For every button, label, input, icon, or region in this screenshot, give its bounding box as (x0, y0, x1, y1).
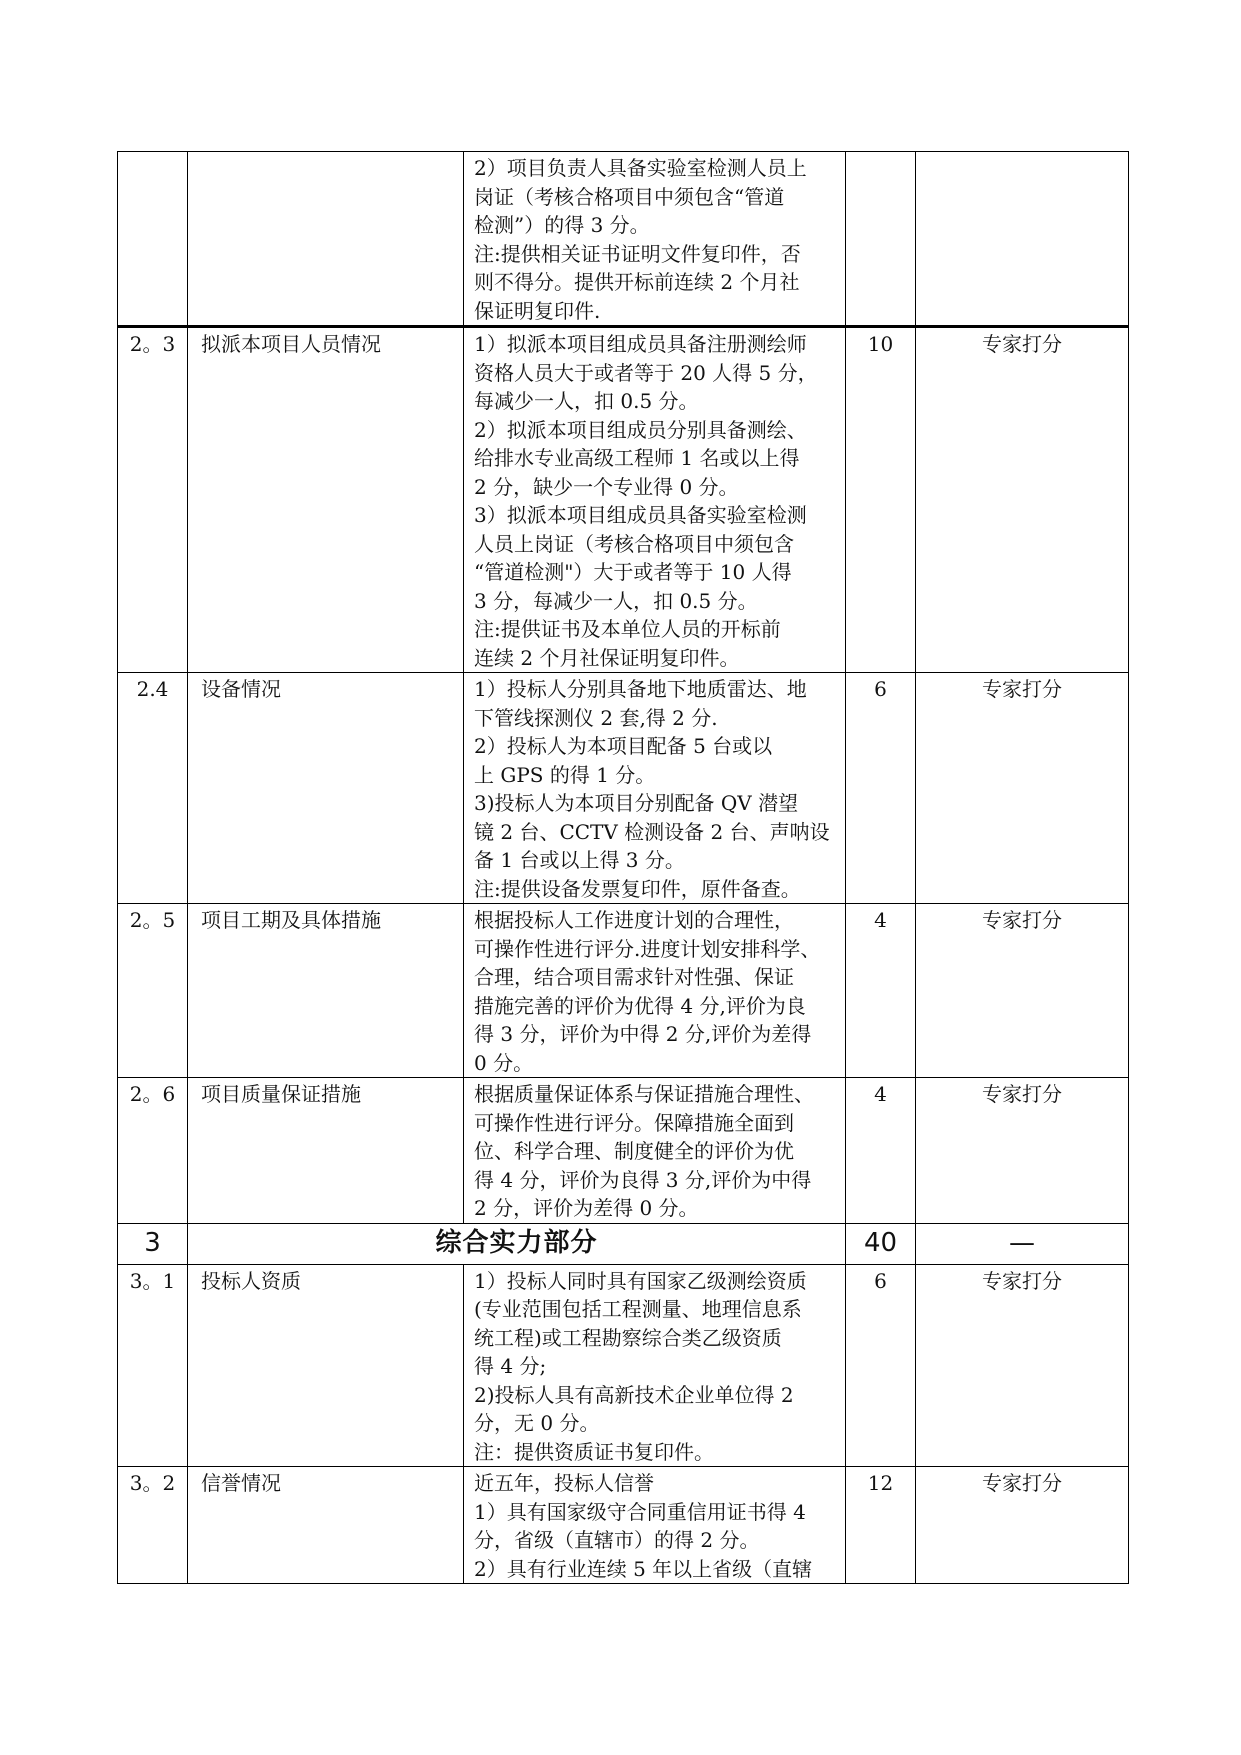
scoring-table (117, 151, 1129, 1584)
row-item (188, 152, 464, 327)
row-method: 专家打分 (916, 327, 1129, 673)
criteria-line: 得 3 分，评价为中得 2 分,评价为差得 (474, 1022, 812, 1046)
criteria-line: 分，无 0 分。 (474, 1411, 600, 1435)
criteria-line: 合理，结合项目需求针对性强、保证 (474, 965, 794, 989)
row-method: 专家打分 (916, 1264, 1129, 1467)
criteria-line: 3)投标人为本项目分别配备 QV 潜望 (474, 791, 799, 815)
criteria-line: 1）拟派本项目组成员具备注册测绘师 (474, 332, 807, 356)
criteria-line: 根据投标人工作进度计划的合理性， (474, 908, 794, 932)
section-score: 40 (846, 1223, 916, 1264)
criteria-line: 注:提供设备发票复印件，原件备查。 (474, 876, 801, 901)
row-method: 专家打分 (916, 904, 1129, 1078)
row-score: 6 (846, 1264, 916, 1467)
row-item: 投标人资质 (188, 1264, 464, 1467)
criteria-line: 3）拟派本项目组成员具备实验室检测 (474, 503, 807, 527)
row-number: 3。2 (118, 1467, 188, 1584)
criteria-line: 3 分，每减少一人，扣 0.5 分。 (474, 588, 758, 613)
criteria-line: 岗证（考核合格项目中须包含“管道 (474, 184, 785, 209)
row-method: 专家打分 (916, 673, 1129, 904)
criteria-line: 则不得分。提供开标前连续 2 个月社 (474, 270, 800, 294)
table-row (118, 327, 1129, 673)
criteria-line: 2 分，缺少一个专业得 0 分。 (474, 474, 739, 499)
row-item: 项目质量保证措施 (188, 1078, 464, 1224)
row-score: 4 (846, 904, 916, 1078)
criteria-line: 下管线探测仪 2 套,得 2 分. (474, 705, 718, 730)
criteria-line: 位、科学合理、制度健全的评价为优 (474, 1139, 794, 1163)
section-header-row (118, 1223, 1129, 1264)
criteria-line: 可操作性进行评分。保障措施全面到 (474, 1110, 794, 1135)
criteria-line: “管道检测"）大于或者等于 10 人得 (474, 560, 792, 584)
section-number: 3 (118, 1223, 188, 1264)
criteria-line: 得 4 分，评价为良得 3 分,评价为中得 (474, 1167, 812, 1192)
criteria-line: 可操作性进行评分.进度计划安排科学、 (474, 936, 821, 961)
criteria-line: 每减少一人，扣 0.5 分。 (474, 389, 699, 413)
criteria-line: 资格人员大于或者等于 20 人得 5 分， (474, 360, 818, 385)
criteria-line: 2）具有行业连续 5 年以上省级（直辖 (474, 1556, 813, 1581)
table-row (118, 1264, 1129, 1467)
row-method: 专家打分 (916, 1078, 1129, 1224)
row-number (118, 152, 188, 327)
criteria-line: 得 4 分; (474, 1354, 547, 1378)
row-number: 3。1 (118, 1264, 188, 1467)
row-method: 专家打分 (916, 1467, 1129, 1584)
row-criteria (464, 327, 846, 673)
criteria-line: 2）投标人为本项目配备 5 台或以 (474, 734, 773, 758)
criteria-line: 2）项目负责人具备实验室检测人员上 (474, 156, 807, 180)
row-method (916, 152, 1129, 327)
row-item: 设备情况 (188, 673, 464, 904)
criteria-line: 2）拟派本项目组成员分别具备测绘、 (474, 417, 807, 442)
criteria-line: 连续 2 个月社保证明复印件。 (474, 645, 740, 670)
criteria-line: 检测”）的得 3 分。 (474, 213, 650, 237)
row-item: 拟派本项目人员情况 (188, 327, 464, 673)
criteria-line: 保证明复印件. (474, 298, 601, 323)
criteria-line: 2 分，评价为差得 0 分。 (474, 1196, 699, 1220)
criteria-line: 人员上岗证（考核合格项目中须包含 (474, 531, 794, 556)
section-title: 综合实力部分 (188, 1223, 846, 1264)
criteria-line: (专业范围包括工程测量、地理信息系 (474, 1297, 802, 1321)
row-score: 12 (846, 1467, 916, 1584)
criteria-line: 备 1 台或以上得 3 分。 (474, 848, 685, 872)
criteria-line: 1）具有国家级守合同重信用证书得 4 (474, 1499, 806, 1524)
section-method: — (916, 1223, 1129, 1264)
row-score: 6 (846, 673, 916, 904)
row-item: 信誉情况 (188, 1467, 464, 1584)
row-criteria (464, 1264, 846, 1467)
criteria-line: 措施完善的评价为优得 4 分,评价为良 (474, 993, 806, 1018)
criteria-line: 镜 2 台、CCTV 检测设备 2 台、声呐设 (474, 819, 830, 844)
criteria-line: 给排水专业高级工程师 1 名或以上得 (474, 446, 800, 470)
table-row (118, 673, 1129, 904)
row-item: 项目工期及具体措施 (188, 904, 464, 1078)
criteria-line: 统工程)或工程勘察综合类乙级资质 (474, 1325, 782, 1350)
row-number: 2.4 (118, 673, 188, 904)
criteria-line: 2)投标人具有高新技术企业单位得 2 (474, 1382, 794, 1407)
row-number: 2。5 (118, 904, 188, 1078)
row-criteria (464, 1467, 846, 1584)
row-criteria (464, 904, 846, 1078)
criteria-line: 上 GPS 的得 1 分。 (474, 762, 656, 787)
criteria-line: 根据质量保证体系与保证措施合理性、 (474, 1082, 814, 1106)
criteria-line: 注:提供相关证书证明文件复印件，否 (474, 241, 801, 266)
row-number: 2。3 (118, 327, 188, 673)
row-score: 4 (846, 1078, 916, 1224)
row-criteria (464, 673, 846, 904)
criteria-line: 注:提供证书及本单位人员的开标前 (474, 617, 781, 641)
criteria-line: 1）投标人同时具有国家乙级测绘资质 (474, 1268, 807, 1293)
table-row (118, 1467, 1129, 1584)
criteria-line: 1）投标人分别具备地下地质雷达、地 (474, 677, 807, 701)
row-number: 2。6 (118, 1078, 188, 1224)
criteria-line: 注：提供资质证书复印件。 (474, 1439, 714, 1464)
row-criteria (464, 152, 846, 327)
row-score (846, 152, 916, 327)
table-row (118, 152, 1129, 327)
criteria-line: 分，省级（直辖市）的得 2 分。 (474, 1528, 760, 1552)
criteria-line: 0 分。 (474, 1050, 534, 1075)
table-row (118, 1078, 1129, 1224)
row-criteria (464, 1078, 846, 1224)
criteria-line: 近五年，投标人信誉 (474, 1471, 654, 1495)
table-row (118, 904, 1129, 1078)
row-score: 10 (846, 327, 916, 673)
